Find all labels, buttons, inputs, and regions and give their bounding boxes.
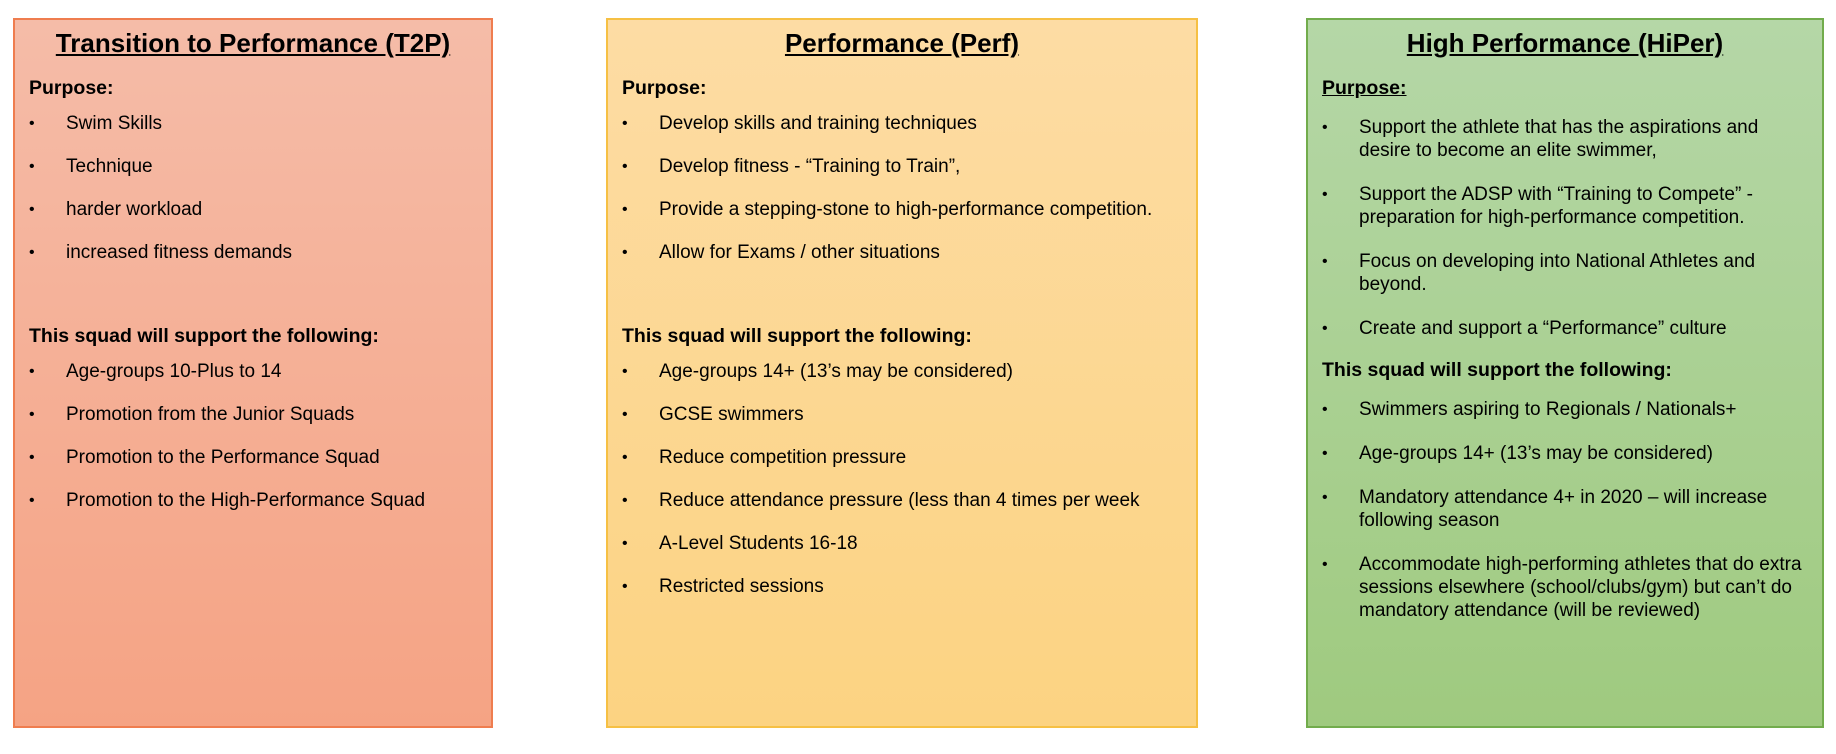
card-hiper [1306, 18, 1824, 728]
list-item-text: Restricted sessions [659, 576, 824, 597]
list-item-text: GCSE swimmers [659, 404, 804, 425]
card-title: Transition to Performance (T2P) [55, 28, 451, 58]
bullet-icon: • [29, 363, 35, 380]
list-item-text: Promotion to the Performance Squad [66, 447, 380, 468]
list-item [1322, 486, 1808, 532]
list-item-text: Focus on developing into National Athletes and beyond. [1359, 251, 1756, 295]
list-item [622, 489, 1182, 512]
list-item [29, 403, 477, 426]
support-heading: This squad will support the following: [1322, 359, 1672, 381]
bullet-icon: • [622, 363, 628, 380]
list-item [29, 360, 477, 383]
card-perf [606, 18, 1198, 728]
list-item-text: increased fitness demands [66, 242, 293, 263]
list-item-text: Develop fitness - “Training to Train”, [659, 156, 961, 177]
list-item-text: Provide a stepping-stone to high-performance competition. [659, 199, 1153, 220]
bullet-icon: • [622, 115, 628, 132]
purpose-list [29, 112, 477, 264]
bullet-icon: • [622, 492, 628, 509]
spacer [622, 284, 1182, 324]
list-item-text: Swimmers aspiring to Regionals / Nationals+ [1359, 399, 1737, 420]
bullet-icon: • [622, 578, 628, 595]
list-item-text: Allow for Exams / other situations [659, 242, 940, 263]
bullet-icon: • [29, 201, 35, 218]
list-item-text: Age-groups 14+ (13’s may be considered) [659, 361, 1013, 382]
list-item [622, 360, 1182, 383]
support-list [1322, 398, 1808, 622]
list-item [622, 241, 1182, 264]
list-item [1322, 183, 1808, 229]
list-item [622, 155, 1182, 178]
list-item-text: Accommodate high-performing athletes that do extra sessions elsewhere (school/clubs/gym) but can’t do mandatory attendance (will be reviewed) [1359, 554, 1802, 621]
bullet-icon: • [1322, 186, 1328, 203]
list-item [622, 198, 1182, 221]
purpose-list [1322, 116, 1808, 340]
list-item [1322, 442, 1808, 465]
bullet-icon: • [1322, 489, 1328, 506]
list-item [1322, 317, 1808, 340]
bullet-icon: • [622, 158, 628, 175]
list-item [29, 241, 477, 264]
list-item-text: Support the athlete that has the aspirations and desire to become an elite swimmer, [1359, 117, 1759, 161]
list-item-text: Mandatory attendance 4+ in 2020 – will increase following season [1359, 487, 1768, 531]
support-heading: This squad will support the following: [622, 325, 972, 347]
bullet-icon: • [622, 244, 628, 261]
card-t2p [13, 18, 493, 728]
list-item [1322, 250, 1808, 296]
purpose-list [622, 112, 1182, 264]
list-item-text: Swim Skills [66, 113, 163, 134]
list-item-text: Reduce attendance pressure (less than 4 times per week [659, 490, 1140, 511]
list-item-text: harder workload [66, 199, 203, 220]
card-title: High Performance (HiPer) [1406, 28, 1724, 58]
bullet-icon: • [622, 449, 628, 466]
bullet-icon: • [1322, 253, 1328, 270]
bullet-icon: • [29, 406, 35, 423]
list-item-text: Develop skills and training techniques [659, 113, 977, 134]
card-title: Performance (Perf) [784, 28, 1020, 58]
list-item-text: Promotion to the High-Performance Squad [66, 490, 426, 511]
list-item [1322, 116, 1808, 162]
list-item-text: Promotion from the Junior Squads [66, 404, 355, 425]
support-list [622, 360, 1182, 598]
list-item [1322, 398, 1808, 421]
bullet-icon: • [29, 449, 35, 466]
list-item [29, 446, 477, 469]
list-item [29, 112, 477, 135]
bullet-icon: • [1322, 556, 1328, 573]
bullet-icon: • [1322, 320, 1328, 337]
list-item [1322, 553, 1808, 622]
list-item [622, 446, 1182, 469]
bullet-icon: • [29, 115, 35, 132]
spacer [29, 284, 477, 324]
list-item [622, 112, 1182, 135]
list-item [622, 403, 1182, 426]
bullet-icon: • [29, 244, 35, 261]
purpose-heading: Purpose: [29, 77, 114, 99]
list-item-text: A-Level Students 16-18 [659, 533, 858, 554]
list-item-text: Create and support a “Performance” culture [1359, 318, 1727, 339]
bullet-icon: • [29, 492, 35, 509]
bullet-icon: • [1322, 119, 1328, 136]
list-item [622, 532, 1182, 555]
list-item [29, 155, 477, 178]
support-list [29, 360, 477, 512]
bullet-icon: • [1322, 401, 1328, 418]
list-item [29, 489, 477, 512]
list-item [622, 575, 1182, 598]
purpose-heading: Purpose: [622, 77, 707, 99]
list-item [29, 198, 477, 221]
bullet-icon: • [1322, 445, 1328, 462]
list-item-text: Age-groups 14+ (13’s may be considered) [1359, 443, 1713, 464]
bullet-icon: • [622, 535, 628, 552]
bullet-icon: • [29, 158, 35, 175]
bullet-icon: • [622, 201, 628, 218]
purpose-heading: Purpose: [1322, 77, 1407, 99]
list-item-text: Reduce competition pressure [659, 447, 907, 468]
list-item-text: Age-groups 10-Plus to 14 [66, 361, 282, 382]
list-item-text: Support the ADSP with “Training to Compete” - preparation for high-performance competition. [1359, 184, 1753, 228]
support-heading: This squad will support the following: [29, 325, 379, 347]
list-item-text: Technique [66, 156, 153, 177]
bullet-icon: • [622, 406, 628, 423]
